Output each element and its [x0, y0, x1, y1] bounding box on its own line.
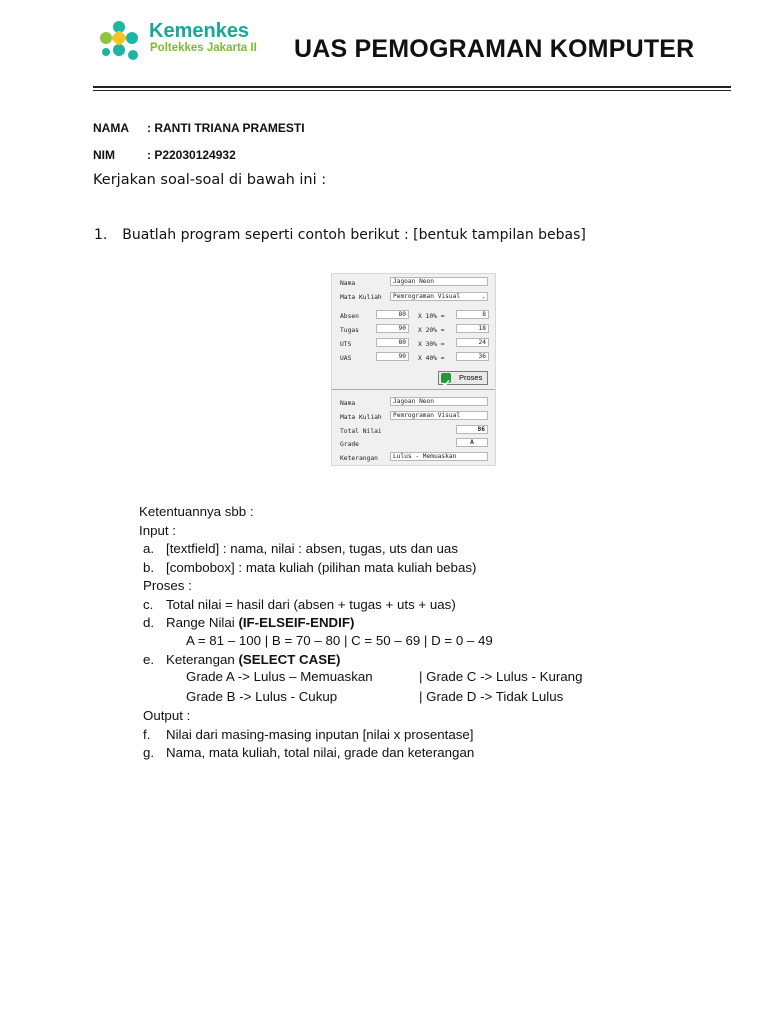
grade-d-desc: | Grade D -> Tidak Lulus	[419, 689, 564, 704]
nim-label: NIM	[93, 148, 115, 162]
logo-emblem-icon	[95, 18, 151, 66]
app-total-field: 86	[456, 425, 488, 434]
app-absen-result: 8	[456, 310, 489, 319]
item-e	[166, 652, 340, 667]
item-e-text: Keterangan	[166, 652, 239, 667]
app-matkul-combobox	[390, 292, 488, 301]
app-total-label: Total Nilai	[340, 428, 382, 435]
grade-c-desc: | Grade C -> Lulus - Kurang	[419, 669, 583, 684]
item-b-marker: b.	[143, 560, 155, 575]
app-uts-field: 80	[376, 338, 409, 347]
app-uas-field: 90	[376, 352, 409, 361]
question-text: Buatlah program seperti contoh berikut : [bentuk tampilan bebas]	[122, 227, 586, 243]
page-title: UAS PEMOGRAMAN KOMPUTER	[294, 35, 695, 63]
nama-value: : RANTI TRIANA PRAMESTI	[147, 121, 305, 135]
output-label: Output :	[143, 708, 191, 723]
app-tugas-result: 18	[456, 324, 489, 333]
item-g-marker: g.	[143, 745, 155, 760]
app-out-matkul-label: Mata Kuliah	[340, 414, 382, 421]
app-nama-field: Jagoan Neon	[390, 277, 488, 286]
nama-label: NAMA	[93, 121, 129, 135]
instruction-text: Kerjakan soal-soal di bawah ini :	[93, 172, 327, 188]
app-tugas-label: Tugas	[340, 327, 359, 334]
app-uts-result: 24	[456, 338, 489, 347]
grade-b-desc: Grade B -> Lulus - Cukup	[186, 689, 338, 704]
example-app-screenshot	[331, 273, 496, 466]
app-tugas-field: 90	[376, 324, 409, 333]
item-d-bold: (IF-ELSEIF-ENDIF)	[238, 615, 355, 630]
header-divider-thin	[93, 90, 731, 91]
item-b-text: [combobox] : mata kuliah (pilihan mata kuliah bebas)	[166, 560, 477, 575]
kemenkes-logo	[95, 18, 285, 66]
item-c-text: Total nilai = hasil dari (absen + tugas + uts + uas)	[166, 597, 456, 612]
proses-button	[438, 371, 488, 385]
proses-label: Proses :	[143, 578, 192, 593]
app-matkul-combobox-value: Pemrograman Visual	[393, 293, 461, 300]
app-nama-label: Nama	[340, 280, 356, 287]
item-f-marker: f.	[143, 727, 151, 742]
item-e-marker: e.	[143, 652, 155, 667]
app-absen-factor: X 10% =	[418, 313, 445, 320]
header-divider-thick	[93, 86, 731, 88]
item-a-marker: a.	[143, 541, 155, 556]
app-tugas-factor: X 20% =	[418, 327, 445, 334]
nim-value: : P22030124932	[147, 148, 236, 162]
app-ket-field: Lulus - Memuaskan	[390, 452, 488, 461]
app-matkul-label: Mata Kuliah	[340, 294, 382, 301]
grade-ranges: A = 81 – 100 | B = 70 – 80 | C = 50 – 69 | D = 0 – 49	[186, 633, 493, 648]
item-c-marker: c.	[143, 597, 154, 612]
question-number: 1.	[94, 227, 108, 243]
chevron-down-icon: ⌄	[481, 294, 485, 300]
item-e-bold: (SELECT CASE)	[238, 652, 341, 667]
app-absen-field: 80	[376, 310, 409, 319]
app-ket-label: Keterangan	[340, 455, 378, 462]
app-out-nama-field: Jagoan Neon	[390, 397, 488, 406]
item-a-text: [textfield] : nama, nilai : absen, tugas, uts dan uas	[166, 541, 458, 556]
app-out-matkul-field: Pemrograman Visual	[390, 411, 488, 420]
item-g-text: Nama, mata kuliah, total nilai, grade dan keterangan	[166, 745, 475, 760]
rules-heading: Ketentuannya sbb :	[139, 504, 254, 519]
app-section-divider	[332, 389, 495, 390]
item-d-marker: d.	[143, 615, 155, 630]
item-f-text: Nilai dari masing-masing inputan [nilai x prosentase]	[166, 727, 474, 742]
item-d	[166, 615, 354, 630]
app-uts-factor: X 30% =	[418, 341, 445, 348]
app-absen-label: Absen	[340, 313, 359, 320]
checkmark-icon	[441, 373, 451, 383]
app-uas-label: UAS	[340, 355, 352, 362]
logo-brand-text: Kemenkes	[149, 20, 250, 42]
app-uas-factor: X 40% =	[418, 355, 445, 362]
app-uts-label: UTS	[340, 341, 352, 348]
proses-button-label: Proses	[459, 373, 483, 382]
grade-a-desc: Grade A -> Lulus – Memuaskan	[186, 669, 373, 684]
app-grade-label: Grade	[340, 441, 359, 448]
app-grade-field: A	[456, 438, 488, 447]
input-label: Input :	[139, 523, 176, 538]
logo-sub-text: Poltekkes Jakarta II	[150, 42, 257, 54]
question-1	[94, 227, 586, 243]
app-uas-result: 36	[456, 352, 489, 361]
item-d-text: Range Nilai	[166, 615, 239, 630]
app-out-nama-label: Nama	[340, 400, 356, 407]
